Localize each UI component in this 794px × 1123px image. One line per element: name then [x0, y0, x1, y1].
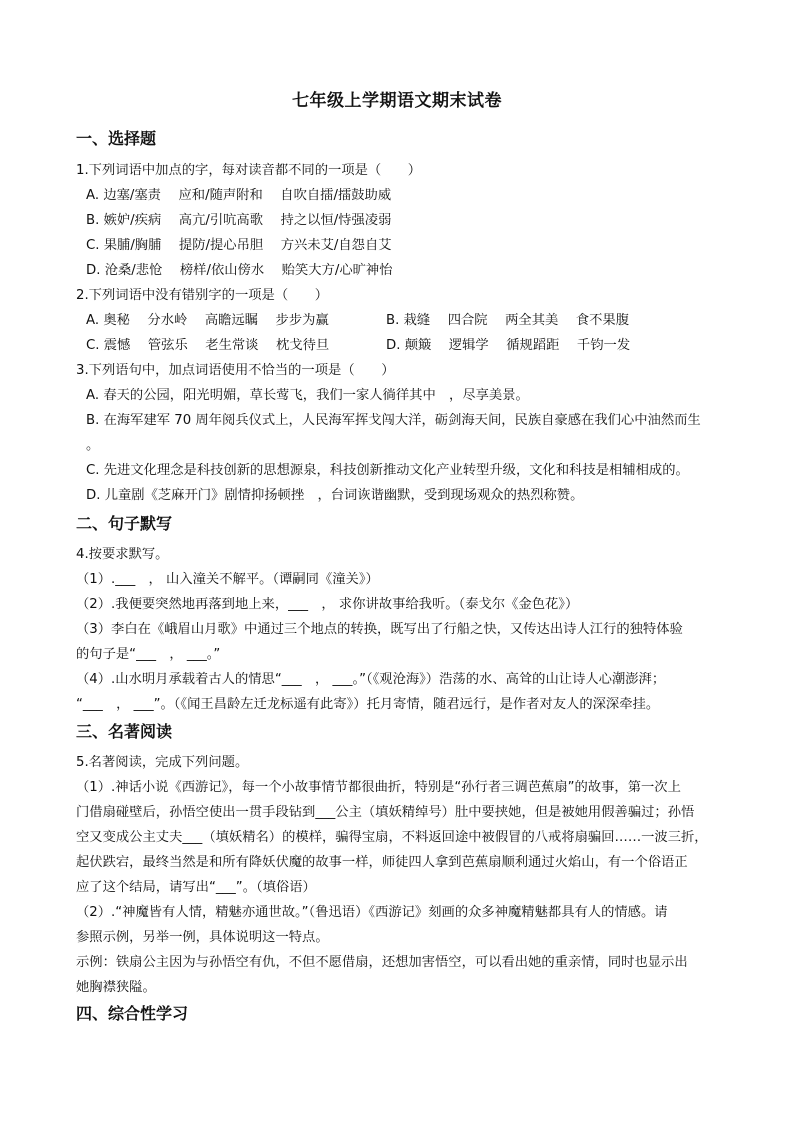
question-3-option-b: B. 在海军建军 70 周年阅兵仪式上，人民海军挥戈闯大洋，砺剑海天间，民族自豪感在我们心中油然而生: [86, 413, 701, 428]
question-5-line-9: 她胸襟狭隘。: [76, 980, 156, 995]
question-2-option-b: B. 栽缝 四合院 两全其美 食不果腹: [386, 313, 630, 328]
question-5-line-5: 应了这个结局，请写出“___”。（填俗语）: [76, 880, 316, 895]
question-3-option-b-cont: 。: [86, 438, 100, 453]
question-5-line-7: 参照示例，另举一例，具体说明这一特点。: [76, 930, 329, 945]
question-5-line-2: 门借扇碰壁后，孙悟空使出一贯手段钻到___公主（填妖精绰号）肚中要挟她，但是被她用假善骗过；孙悟: [76, 805, 695, 820]
question-1-option-a: A. 边塞/塞责 应和/随声附和 自吹自擂/擂鼓助威: [86, 188, 392, 203]
question-1-option-d: D. 沧桑/悲怆 榜样/依山傍水 贻笑大方/心旷神怡: [86, 263, 393, 278]
question-5-line-1: （1）.神话小说《西游记》，每一个小故事情节都很曲折，特别是“孙行者三调芭蕉扇”的故事，第一次上: [76, 780, 681, 795]
question-1-option-c: C. 果脯/胸脯 提防/提心吊胆 方兴未艾/自怨自艾: [86, 238, 392, 253]
question-1-stem: 1.下列词语中加点的字，每对读音都不同的一项是（ ）: [76, 163, 422, 178]
question-4-line-2: （2）.我便要突然地再落到地上来，___ ， 求你讲故事给我听。（泰戈尔《金色花》）: [76, 597, 579, 612]
question-5-line-4: 起伏跌宕，最终当然是和所有降妖伏魔的故事一样，师徒四人拿到芭蕉扇顺利通过火焰山，有一个俗语正: [76, 855, 688, 870]
question-4-line-4: 的句子是“___ ， ___。”: [76, 647, 221, 662]
question-3-stem: 3.下列语句中，加点词语使用不恰当的一项是（ ）: [76, 363, 395, 378]
question-4-line-3: （3）李白在《峨眉山月歌》中通过三个地点的转换，既写出了行船之快，又传达出诗人江行的独特体验: [76, 622, 683, 637]
question-3-option-a: A. 春天的公园，阳光明媚，草长莺飞，我们一家人徜徉其中 ，尽享美景。: [86, 388, 529, 403]
question-4-line-1: （1）.___ ， 山入潼关不解平。（谭嗣同《潼关》）: [76, 572, 379, 587]
question-4-stem: 4.按要求默写。: [76, 547, 169, 562]
section-heading-choice: 一、选择题: [76, 129, 157, 148]
question-2-option-a: A. 奥秘 分水岭 高瞻远瞩 步步为赢: [86, 313, 329, 328]
question-4-line-6: “___ ， ___”。（《闻王昌龄左迁龙标遥有此寄》）托月寄情，随君远行，是作者对友人的深深牵挂。: [76, 697, 660, 712]
question-1-option-b: B. 嫉妒/疾病 高亢/引吭高歌 持之以恒/恃强凌弱: [86, 213, 392, 228]
page-title: 七年级上学期语文期末试卷: [292, 91, 502, 111]
question-3-option-d: D. 儿童剧《芝麻开门》剧情抑扬顿挫 ，台词诙谐幽默，受到现场观众的热烈称赞。: [86, 488, 584, 503]
question-2-stem: 2.下列词语中没有错别字的一项是（ ）: [76, 288, 329, 303]
question-5-line-6: （2）.“神魔皆有人情，精魅亦通世故。”（鲁迅语）《西游记》刻画的众多神魔精魅都具有人的情感。请: [76, 905, 668, 920]
section-heading-classics: 三、名著阅读: [76, 722, 173, 741]
question-2-option-d: D. 颠簸 逻辑学 循规蹈距 千钧一发: [386, 338, 631, 353]
section-heading-comprehensive: 四、综合性学习: [76, 1004, 189, 1023]
question-5-stem: 5.名著阅读，完成下列问题。: [76, 755, 249, 770]
question-3-option-c: C. 先进文化理念是科技创新的思想源泉，科技创新推动文化产业转型升级，文化和科技是相辅相成的。: [86, 463, 689, 478]
question-5-line-8: 示例：铁扇公主因为与孙悟空有仇，不但不愿借扇，还想加害悟空，可以看出她的重亲情，同时也显示出: [76, 955, 688, 970]
question-5-line-3: 空又变成公主丈夫___（填妖精名）的模样，骗得宝扇，不料返回途中被假冒的八戒将扇骗回……一波三折，: [76, 830, 708, 845]
section-heading-recitation: 二、句子默写: [76, 514, 173, 533]
question-4-line-5: （4）.山水明月承载着古人的情思“___ ， ___。”（《观沧海》）浩荡的水、高耸的山让诗人心潮澎湃；: [76, 672, 666, 687]
question-2-option-c: C. 震憾 管弦乐 老生常谈 枕戈待旦: [86, 338, 330, 353]
